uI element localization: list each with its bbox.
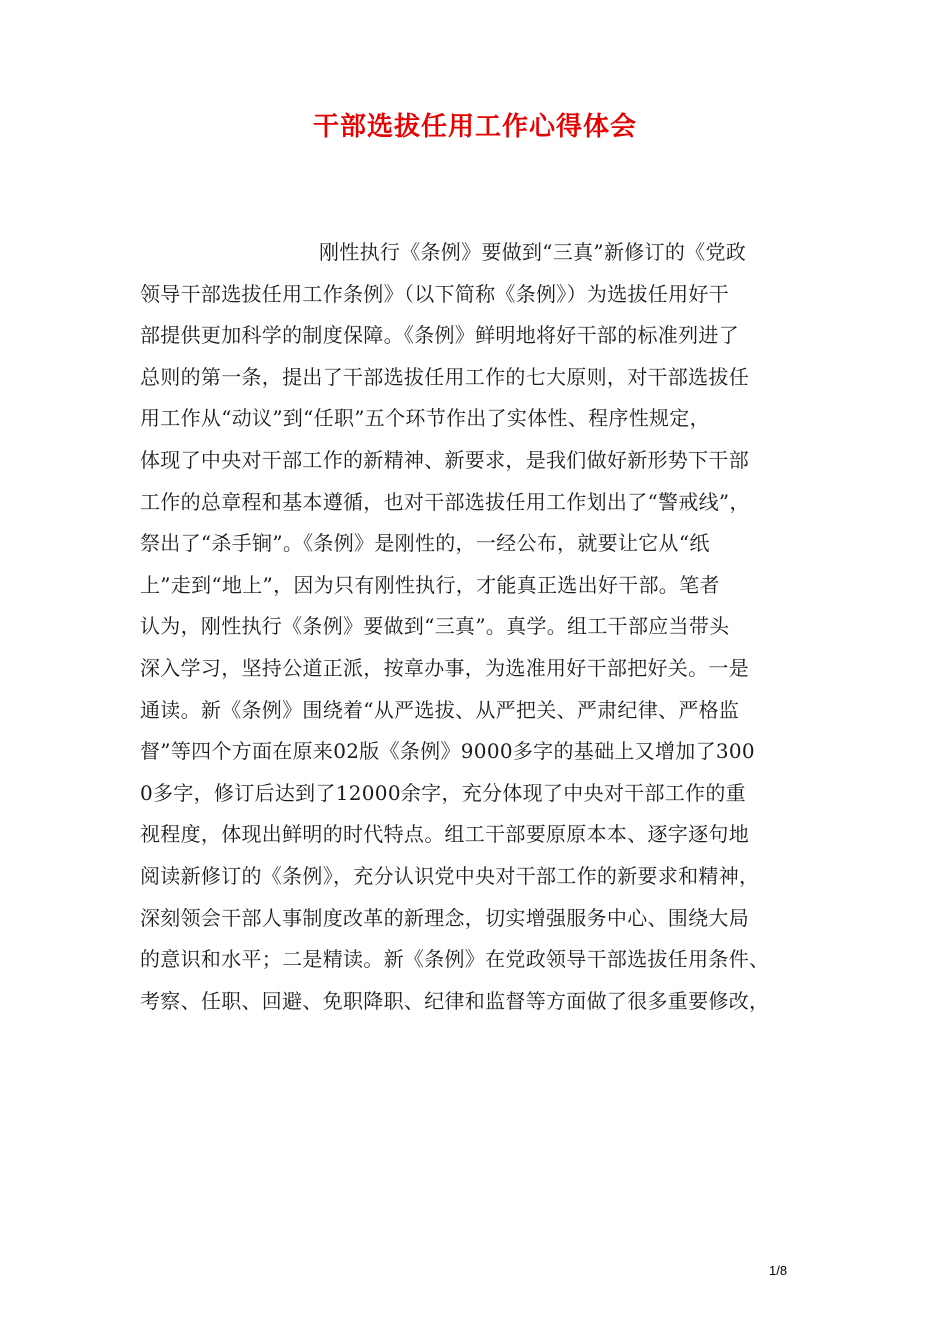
document-body <box>140 232 830 1022</box>
body-line: 深入学习，坚持公道正派，按章办事，为选准用好干部把好关。一是 <box>140 655 749 680</box>
body-line: 工作的总章程和基本遵循，也对干部选拔任用工作划出了“警戒线”， <box>140 489 750 514</box>
body-line: 认为，刚性执行《条例》要做到“三真”。真学。组工干部应当带头 <box>140 614 730 639</box>
body-line: 体现了中央对干部工作的新精神、新要求，是我们做好新形势下干部 <box>140 447 749 472</box>
body-line: 上”走到“地上”，因为只有刚性执行，才能真正选出好干部。笔者 <box>140 572 720 597</box>
body-line: 用工作从“动议”到“任职”五个环节作出了实体性、程序性规定， <box>140 406 710 431</box>
body-line: 督”等四个方面在原来02版《条例》9000多字的基础上又增加了300 <box>140 739 755 764</box>
body-line: 视程度，体现出鲜明的时代特点。组工干部要原原本本、逐字逐句地 <box>140 822 749 847</box>
body-line: 刚性执行《条例》要做到“三真”新修订的《党政 <box>319 240 747 264</box>
document-title: 干部选拔任用工作心得体会 <box>312 112 637 142</box>
body-line: 领导干部选拔任用工作条例》（以下简称《条例》）为选拔任用好干 <box>140 281 729 306</box>
body-line: 总则的第一条，提出了干部选拔任用工作的七大原则，对干部选拔任 <box>140 364 749 389</box>
body-line: 的意识和水平；二是精读。新《条例》在党政领导干部选拔任用条件、 <box>140 947 770 972</box>
body-line: 通读。新《条例》围绕着“从严选拔、从严把关、严肃纪律、严格监 <box>140 697 740 722</box>
body-line: 部提供更加科学的制度保障。《条例》鲜明地将好干部的标准列进了 <box>140 323 739 348</box>
page-number: 1/8 <box>769 1263 788 1278</box>
body-line: 阅读新修订的《条例》，充分认识党中央对干部工作的新要求和精神， <box>140 863 760 888</box>
body-line: 深刻领会干部人事制度改革的新理念，切实增强服务中心、围绕大局 <box>140 905 749 930</box>
body-line: 0多字，修订后达到了12000余字，充分体现了中央对干部工作的重 <box>140 780 746 805</box>
body-line: 考察、任职、回避、免职降职、纪律和监督等方面做了很多重要修改， <box>140 988 770 1013</box>
body-line: 祭出了“杀手锏”。《条例》是刚性的，一经公布，就要让它从“纸 <box>140 531 710 556</box>
